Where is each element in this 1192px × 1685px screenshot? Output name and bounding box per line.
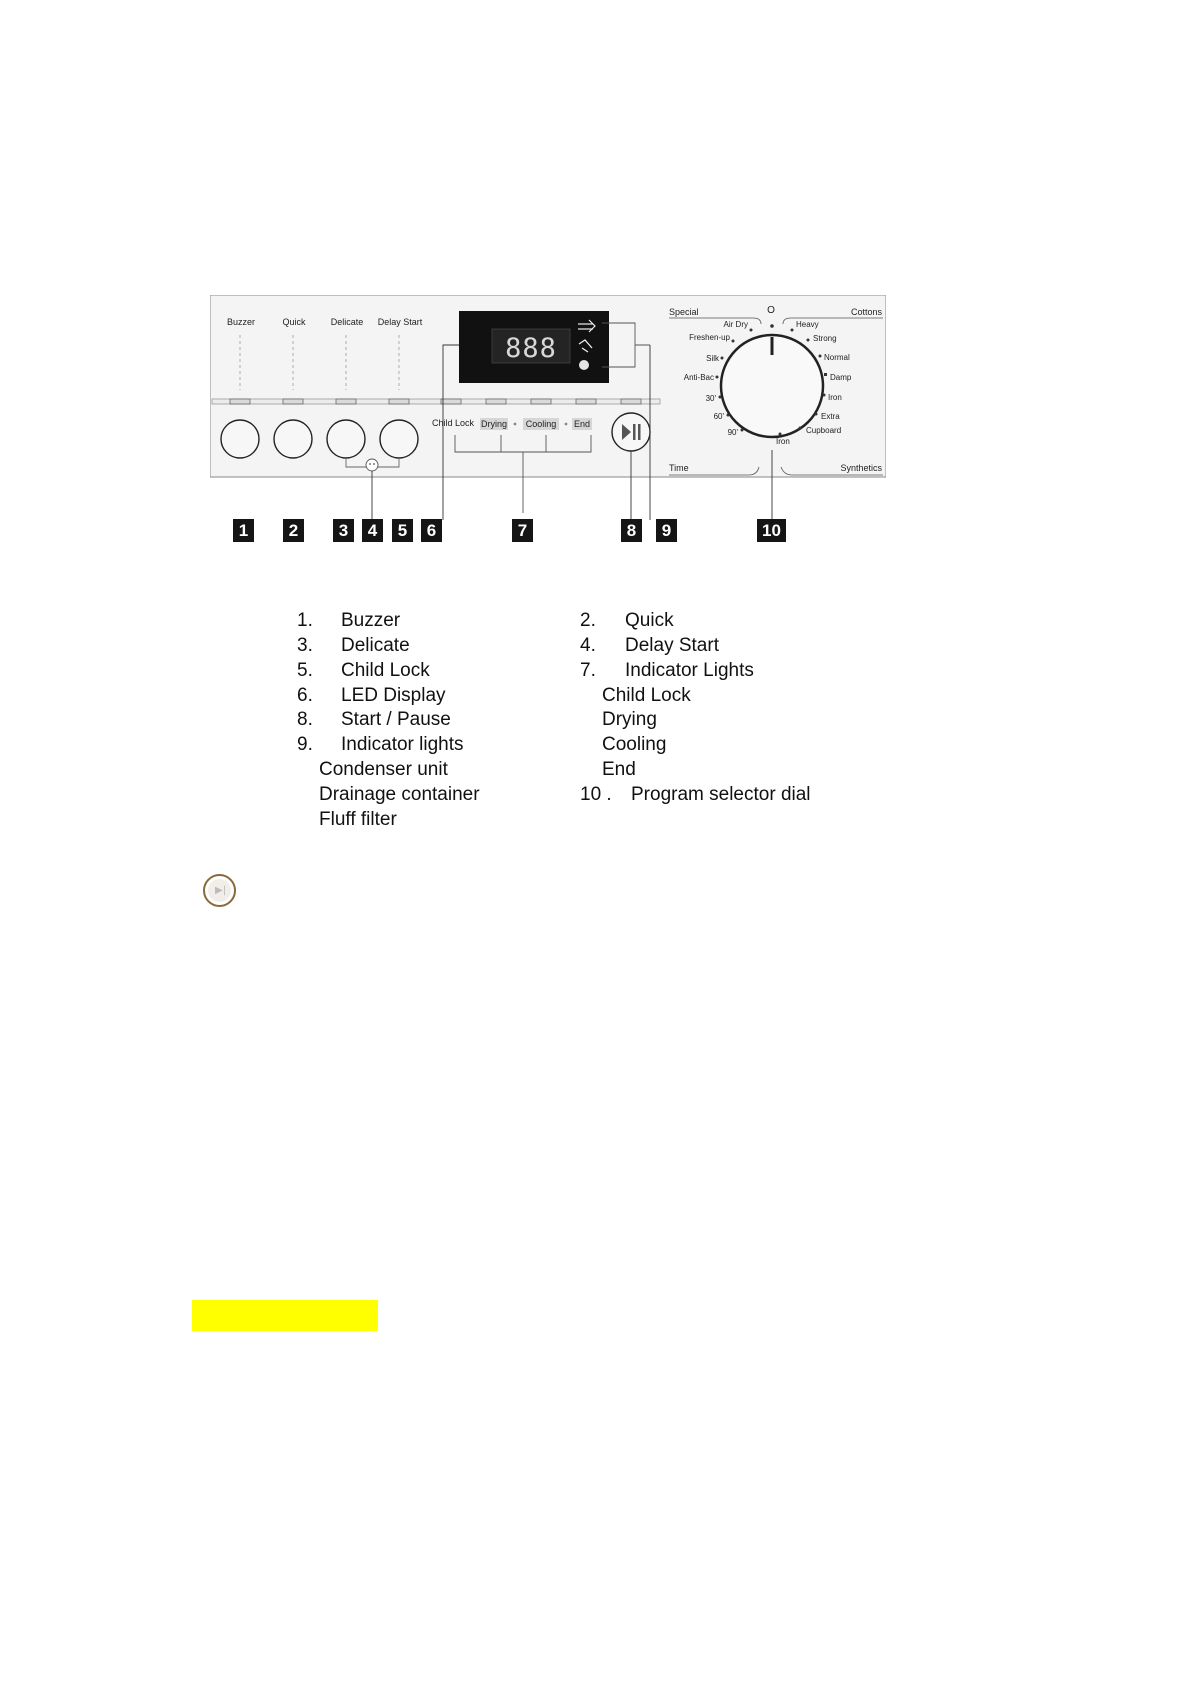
legend-label: Quick	[625, 610, 674, 631]
program-anti-bac: Anti-Bac	[683, 373, 714, 382]
legend-num: 2.	[580, 610, 596, 631]
legend-label: LED Display	[341, 685, 446, 706]
legend-sub-item: Drainage container	[319, 784, 480, 805]
dial-section-special: Special	[669, 307, 699, 317]
drying-lamp	[486, 399, 506, 404]
quick-label: Quick	[282, 317, 306, 327]
program-air-dry: Air Dry	[723, 320, 748, 329]
delay-start-label: Delay Start	[377, 317, 423, 327]
legend-label: Delay Start	[625, 635, 719, 656]
control-panel	[210, 295, 886, 545]
legend-num: 4.	[580, 635, 596, 656]
fluff-filter-icon	[579, 360, 589, 370]
callout-3: 3	[333, 519, 354, 542]
delay-start-button[interactable]	[380, 420, 418, 458]
dial-section-synthetics: Synthetics	[840, 463, 882, 473]
child-lock-icon	[366, 459, 378, 471]
program-freshen-up: Freshen-up	[689, 333, 730, 342]
program-iron: Iron	[828, 393, 842, 402]
buzzer-button[interactable]	[221, 420, 259, 458]
program-normal: Normal	[824, 353, 850, 362]
quick-lamp	[283, 399, 303, 404]
legend-sub-item: Fluff filter	[319, 809, 397, 830]
legend-label: Program selector dial	[631, 784, 811, 805]
dial-section-cottons: Cottons	[850, 307, 882, 317]
program-extra: Extra	[821, 412, 840, 421]
start-pause-small-icon: ▶|	[203, 874, 236, 907]
cooling-lamp	[531, 399, 551, 404]
legend-label: Indicator Lights	[625, 660, 754, 681]
callout-10: 10	[757, 519, 786, 542]
dial-off-symbol: O	[767, 305, 775, 316]
program-heavy: Heavy	[796, 320, 819, 329]
callout-8: 8	[621, 519, 642, 542]
legend-sub-item: Condenser unit	[319, 759, 448, 780]
program-30: 30'	[705, 394, 716, 403]
quick-button[interactable]	[274, 420, 312, 458]
legend-sub-item: Child Lock	[602, 685, 691, 706]
legend-sub-item: Cooling	[602, 734, 667, 755]
end-indicator-label: End	[573, 419, 591, 429]
callout-9: 9	[656, 519, 677, 542]
legend-label: Delicate	[341, 635, 410, 656]
legend-sub-item: End	[602, 759, 636, 780]
callout-1: 1	[233, 519, 254, 542]
legend-num: 3.	[297, 635, 313, 656]
callout-5: 5	[392, 519, 413, 542]
callout-7: 7	[512, 519, 533, 542]
delicate-label: Delicate	[330, 317, 364, 327]
program-strong: Strong	[813, 334, 837, 343]
legend-num: 5.	[297, 660, 313, 681]
legend-label: Indicator lights	[341, 734, 464, 755]
highlighted-text-block	[192, 1300, 378, 1331]
program-iron-synthetics: Iron	[776, 437, 790, 446]
end-lamp	[576, 399, 596, 404]
legend-num: 1.	[297, 610, 313, 631]
child-lock-indicator-label: Child Lock	[431, 418, 475, 428]
program-silk: Silk	[706, 354, 719, 363]
program-60: 60'	[713, 412, 724, 421]
buzzer-label: Buzzer	[226, 317, 256, 327]
callout-2: 2	[283, 519, 304, 542]
legend-num: 8.	[297, 709, 313, 730]
legend-num: 10 .	[580, 784, 612, 805]
legend-num: 7.	[580, 660, 596, 681]
cooling-indicator-label: Cooling	[525, 419, 557, 429]
program-cupboard: Cupboard	[806, 426, 842, 435]
delicate-lamp	[336, 399, 356, 404]
callout-6: 6	[421, 519, 442, 542]
legend-num: 9.	[297, 734, 313, 755]
delay-start-lamp	[389, 399, 409, 404]
legend-label: Child Lock	[341, 660, 430, 681]
legend-label: Start / Pause	[341, 709, 451, 730]
legend-label: Buzzer	[341, 610, 401, 631]
buzzer-lamp	[230, 399, 250, 404]
delicate-button[interactable]	[327, 420, 365, 458]
legend-num: 6.	[297, 685, 313, 706]
dial-section-time: Time	[669, 463, 689, 473]
callout-4: 4	[362, 519, 383, 542]
child-lock-lamp	[441, 399, 461, 404]
drying-indicator-label: Drying	[480, 419, 508, 429]
legend-sub-item: Drying	[602, 709, 657, 730]
led-digits: 888	[505, 333, 557, 364]
program-damp: Damp	[830, 373, 852, 382]
program-90: 90'	[727, 428, 738, 437]
indicator-lamp	[621, 399, 641, 404]
